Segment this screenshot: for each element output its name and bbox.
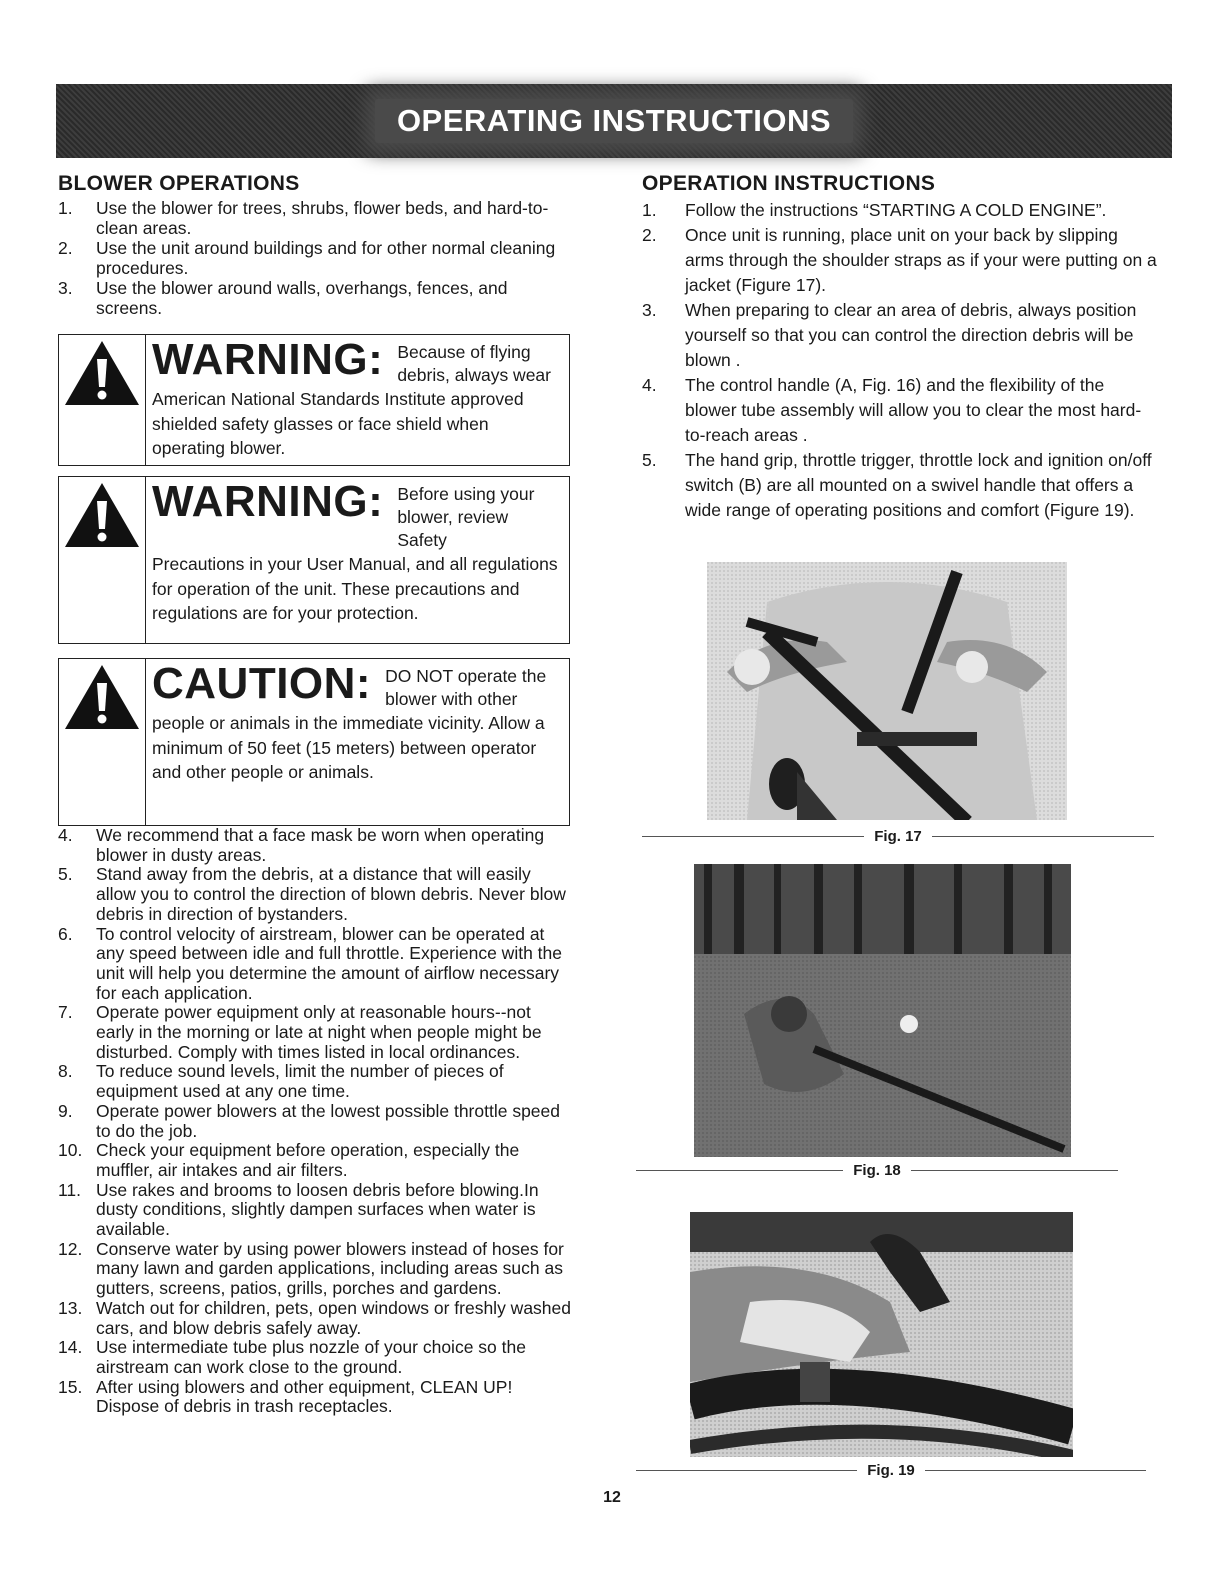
item-number: 7. bbox=[58, 1002, 73, 1023]
item-text: Use the blower around walls, overhangs, fences, and screens. bbox=[96, 278, 508, 318]
list-item bbox=[58, 1299, 572, 1338]
left-column bbox=[58, 172, 572, 1417]
list-item bbox=[58, 1181, 572, 1240]
list-item bbox=[58, 1378, 572, 1417]
page-number: 12 bbox=[603, 1489, 621, 1506]
item-text: When preparing to clear an area of debris, always position yourself so that you can control the direction debris will be blown . bbox=[685, 300, 1137, 370]
item-number: 8. bbox=[58, 1061, 73, 1082]
warning-box-safety-precautions bbox=[58, 476, 570, 644]
figure-19-photo bbox=[690, 1212, 1073, 1457]
list-item bbox=[58, 198, 572, 238]
header-banner bbox=[56, 84, 1172, 158]
list-item bbox=[58, 865, 572, 924]
item-text: Watch out for children, pets, open windows or freshly washed cars, and blow debris safely away. bbox=[96, 1297, 572, 1338]
figure-label: Fig. 18 bbox=[853, 1162, 901, 1179]
item-number: 4. bbox=[642, 375, 657, 395]
list-item bbox=[58, 238, 572, 278]
item-text: To reduce sound levels, limit the number of pieces of equipment used at any one time. bbox=[96, 1061, 504, 1102]
item-number: 4. bbox=[58, 825, 73, 845]
list-item bbox=[58, 1102, 572, 1141]
alert-icon-cell bbox=[59, 335, 145, 465]
item-text: Use intermediate tube plus nozzle of your choice so the airstream can work close to the ground. bbox=[96, 1337, 526, 1377]
list-item bbox=[58, 826, 572, 865]
item-number: 2. bbox=[58, 238, 73, 258]
item-text: Operate power blowers at the lowest possible throttle speed to do the job. bbox=[96, 1100, 561, 1141]
item-text: Check your equipment before operation, especially the muffler, air intakes and air filters. bbox=[96, 1140, 520, 1180]
alert-body bbox=[145, 659, 569, 825]
operation-instructions-heading: OPERATION INSTRUCTIONS bbox=[642, 172, 936, 195]
item-number: 10. bbox=[58, 1140, 83, 1161]
caption-rule bbox=[925, 1470, 1146, 1471]
list-item bbox=[642, 198, 1157, 223]
item-number: 1. bbox=[642, 200, 657, 220]
figure-17-photo bbox=[707, 562, 1067, 820]
alert-text: people or animals in the immediate vicinity. Allow a minimum of 50 feet (15 meters) between operator and other people or animals. bbox=[152, 713, 545, 782]
item-number: 14. bbox=[58, 1337, 83, 1358]
caption-rule bbox=[642, 836, 864, 837]
item-text: Conserve water by using power blowers instead of hoses for many lawn and garden applications, including areas such as gutters, screens, patios, grills, porches and gardens. bbox=[96, 1238, 564, 1299]
page-title: OPERATING INSTRUCTIONS bbox=[396, 103, 832, 138]
alert-lead-text: Because of flying debris, always wear bbox=[397, 342, 551, 385]
item-text: After using blowers and other equipment, CLEAN UP! Dispose of debris in trash receptacles. bbox=[96, 1376, 513, 1417]
alert-signal-word: WARNING: bbox=[152, 335, 384, 384]
alert-body bbox=[145, 477, 569, 643]
alert-text: Precautions in your User Manual, and all regulations for operation of the unit. These precautions and regulations are for your protection. bbox=[152, 554, 558, 623]
item-number: 9. bbox=[58, 1100, 73, 1121]
blower-operations-heading: BLOWER OPERATIONS bbox=[58, 172, 300, 195]
list-item bbox=[58, 1141, 572, 1180]
operation-instructions-list bbox=[642, 198, 1157, 523]
item-text: Operate power equipment only at reasonable hours--not early in the morning or late at night when people might be disturbed. Comply with times listed in local ordinances. bbox=[96, 1002, 542, 1062]
figure-18-caption bbox=[636, 1162, 1118, 1179]
blower-operations-list bbox=[58, 198, 572, 318]
item-number: 1. bbox=[58, 198, 73, 218]
item-text: Follow the instructions “STARTING A COLD ENGINE”. bbox=[685, 200, 1107, 220]
figure-label: Fig. 19 bbox=[867, 1462, 915, 1479]
caption-rule bbox=[932, 836, 1154, 837]
item-number: 12. bbox=[58, 1238, 83, 1259]
item-number: 5. bbox=[642, 450, 657, 470]
item-number: 15. bbox=[58, 1376, 83, 1397]
figure-19-caption bbox=[636, 1462, 1146, 1479]
list-item bbox=[58, 1003, 572, 1062]
list-item bbox=[58, 1338, 572, 1377]
item-number: 13. bbox=[58, 1297, 83, 1318]
list-item bbox=[642, 223, 1157, 298]
caption-rule bbox=[911, 1170, 1118, 1171]
figure-18-photo bbox=[694, 864, 1071, 1157]
item-number: 2. bbox=[642, 225, 657, 245]
list-item bbox=[642, 373, 1157, 448]
alert-signal-word: CAUTION: bbox=[152, 659, 372, 708]
warning-triangle-icon bbox=[61, 479, 143, 551]
alert-lead-text: DO NOT operate the blower with other bbox=[385, 666, 547, 709]
item-text: Use rakes and brooms to loosen debris before blowing.In dusty conditions, slightly dampen surfaces when water is available. bbox=[96, 1179, 539, 1240]
list-item bbox=[58, 1240, 572, 1299]
header-plate bbox=[375, 99, 853, 143]
item-text: Once unit is running, place unit on your back by slipping arms through the shoulder straps as if your were putting on a jacket (Figure 17). bbox=[685, 225, 1157, 295]
figure-17-caption bbox=[642, 828, 1154, 845]
caution-box-bystanders bbox=[58, 658, 570, 826]
caption-rule bbox=[636, 1170, 843, 1171]
item-number: 3. bbox=[58, 278, 73, 298]
item-number: 6. bbox=[58, 923, 73, 944]
right-column bbox=[642, 172, 1157, 523]
caution-triangle-icon bbox=[61, 661, 143, 733]
item-text: Use the blower for trees, shrubs, flower beds, and hard-to-clean areas. bbox=[96, 198, 549, 238]
item-number: 11. bbox=[58, 1179, 82, 1200]
alert-signal-word: WARNING: bbox=[152, 477, 384, 526]
list-item bbox=[642, 448, 1157, 523]
figure-label: Fig. 17 bbox=[874, 828, 922, 845]
blower-guidelines-list bbox=[58, 826, 572, 1417]
list-item bbox=[58, 925, 572, 1004]
item-text: The hand grip, throttle trigger, throttle lock and ignition on/off switch (B) are all mounted on a swivel handle that offers a wide range of operating positions and comfort (Figure 19). bbox=[685, 450, 1152, 520]
list-item bbox=[58, 278, 572, 318]
item-text: We recommend that a face mask be worn when operating blower in dusty areas. bbox=[96, 825, 545, 865]
item-text: The control handle (A, Fig. 16) and the flexibility of the blower tube assembly will allow you to clear the most hard-to-reach areas . bbox=[685, 375, 1142, 445]
alert-body bbox=[145, 335, 569, 465]
item-text: Use the unit around buildings and for other normal cleaning procedures. bbox=[96, 238, 556, 278]
list-item bbox=[642, 298, 1157, 373]
alert-lead-text: Before using your blower, review Safety bbox=[397, 484, 535, 550]
caption-rule bbox=[636, 1470, 857, 1471]
alert-icon-cell bbox=[59, 477, 145, 643]
item-text: To control velocity of airstream, blower can be operated at any speed between idle and full throttle. Experience with the unit will help you determine the amount of airflow necessary for each application. bbox=[96, 923, 562, 1003]
alert-text: American National Standards Institute approved shielded safety glasses or face shield when operating blower. bbox=[152, 389, 524, 458]
warning-triangle-icon bbox=[61, 337, 143, 409]
item-text: Stand away from the debris, at a distance that will easily allow you to control the direction of blown debris. Never blow debris in direction of bystanders. bbox=[96, 864, 566, 924]
alert-icon-cell bbox=[59, 659, 145, 825]
warning-box-flying-debris bbox=[58, 334, 570, 466]
item-number: 5. bbox=[58, 864, 73, 885]
list-item bbox=[58, 1062, 572, 1101]
item-number: 3. bbox=[642, 300, 657, 320]
